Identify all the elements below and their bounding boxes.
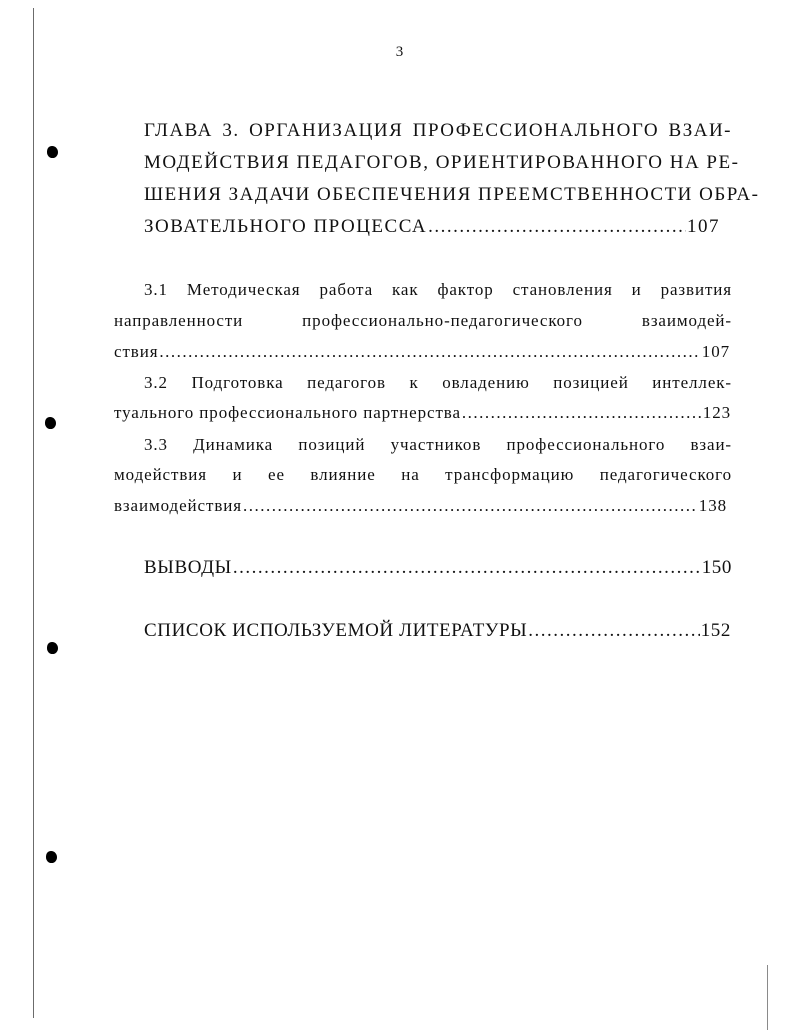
toc-section-line: ствия (114, 342, 159, 361)
toc-section-line: взаимодействия (114, 496, 242, 515)
toc-entry-conclusions[interactable] (144, 557, 732, 579)
toc-page-number: 138 (698, 496, 727, 515)
punch-hole-mark (47, 146, 58, 158)
punch-hole-mark (45, 417, 56, 429)
toc-page-number: 152 (700, 620, 731, 641)
dot-leader (462, 403, 702, 423)
toc-section-line: 3.2 Подготовка педагогов к овладению позицией интеллек- (144, 373, 732, 392)
dot-leader (428, 216, 686, 238)
dot-leader (159, 342, 700, 362)
toc-entry-references[interactable] (144, 620, 731, 642)
toc-entry-label: СПИСОК ИСПОЛЬЗУЕМОЙ ЛИТЕРАТУРЫ (144, 620, 528, 641)
toc-heading-line: ШЕНИЯ ЗАДАЧИ ОБЕСПЕЧЕНИЯ ПРЕЕМСТВЕННОСТИ ОБРА- (144, 184, 760, 205)
toc-page-number: 107 (701, 342, 730, 361)
scan-edge-line (767, 965, 768, 1030)
toc-section-line: туального профессионального партнерства (114, 403, 461, 422)
dot-leader (528, 620, 699, 642)
punch-hole-mark (47, 642, 58, 654)
toc-section-line: 3.1 Методическая работа как фактор становления и развития (144, 280, 732, 299)
toc-entry-label: ВЫВОДЫ (144, 557, 232, 578)
toc-heading-line: МОДЕЙСТВИЯ ПЕДАГОГОВ, ОРИЕНТИРОВАННОГО НА РЕ- (144, 152, 740, 173)
binding-margin-line (33, 8, 34, 1018)
punch-hole-mark (46, 851, 57, 863)
page-number: 3 (395, 44, 404, 60)
dot-leader (233, 557, 701, 579)
toc-heading-line: ГЛАВА 3. ОРГАНИЗАЦИЯ ПРОФЕССИОНАЛЬНОГО ВЗАИ- (144, 120, 732, 141)
toc-page-number: 123 (702, 403, 731, 422)
toc-page-number: 107 (687, 216, 720, 237)
toc-page-number: 150 (701, 557, 732, 578)
toc-section-line: направленности профессионально-педагогического взаимодей- (114, 311, 732, 330)
toc-section-line: модействия и ее влияние на трансформацию педагогического (114, 465, 732, 484)
toc-heading-line: ЗОВАТЕЛЬНОГО ПРОЦЕССА (144, 216, 428, 237)
toc-section-line: 3.3 Динамика позиций участников профессионального взаи- (144, 435, 732, 454)
dot-leader (243, 496, 698, 516)
